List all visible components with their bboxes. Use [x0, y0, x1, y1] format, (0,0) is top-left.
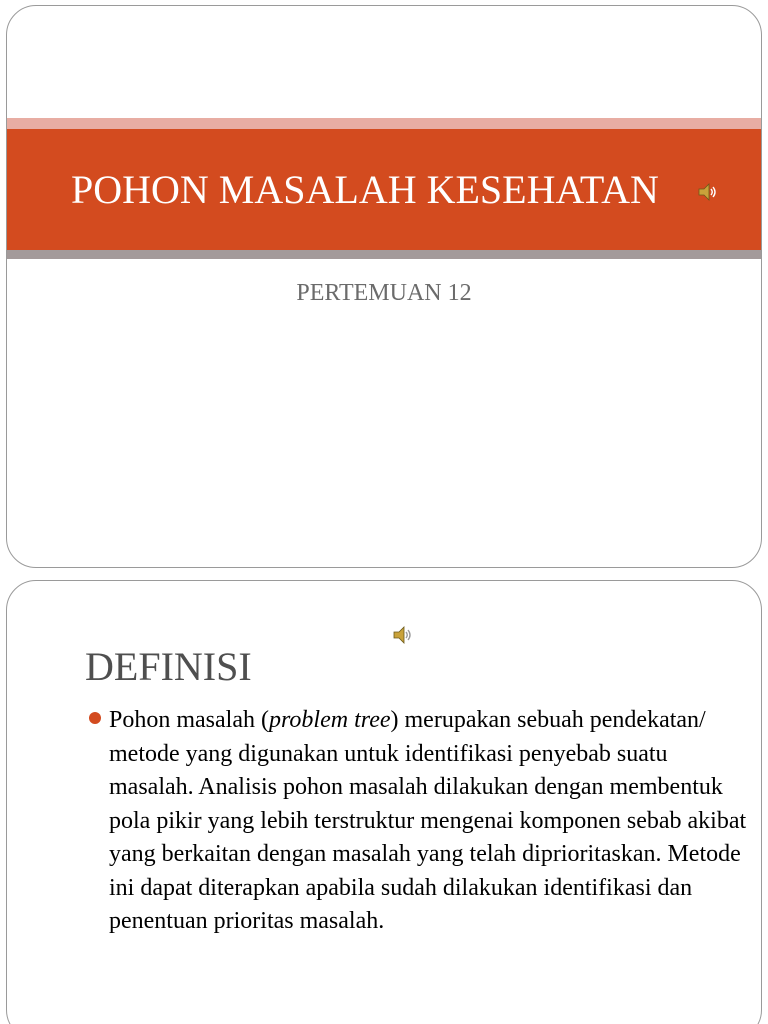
bullet-text-emphasis: problem tree: [268, 707, 391, 733]
bullet-list: [89, 704, 749, 939]
title-band-top: [7, 118, 761, 129]
bullet-dot-icon: [89, 712, 101, 724]
bullet-text-before: Pohon masalah (: [109, 707, 269, 733]
definition-slide: [6, 580, 762, 1024]
title-band-bottom: [7, 250, 761, 259]
speaker-icon[interactable]: [696, 181, 718, 203]
slide-subtitle: PERTEMUAN 12: [296, 280, 472, 306]
speaker-icon[interactable]: [391, 624, 413, 646]
slide-title: POHON MASALAH KESEHATAN: [71, 167, 659, 212]
title-slide: [6, 5, 762, 568]
bullet-text-after: ) merupakan sebuah pendekatan/ metode yang digunakan untuk identifikasi penyebab suatu masalah. Analisis pohon masalah dilakukan dengan membentuk pola pikir yang lebih terstruktur mengenai komponen sebab akibat yang berkaitan dengan masalah yang telah diprioritaskan. Metode ini dapat diterapkan apabila sudah dilakukan identifikasi dan penentuan prioritas masalah.: [109, 707, 747, 934]
bullet-item: [89, 704, 749, 939]
slide-heading: DEFINISI: [85, 644, 252, 689]
